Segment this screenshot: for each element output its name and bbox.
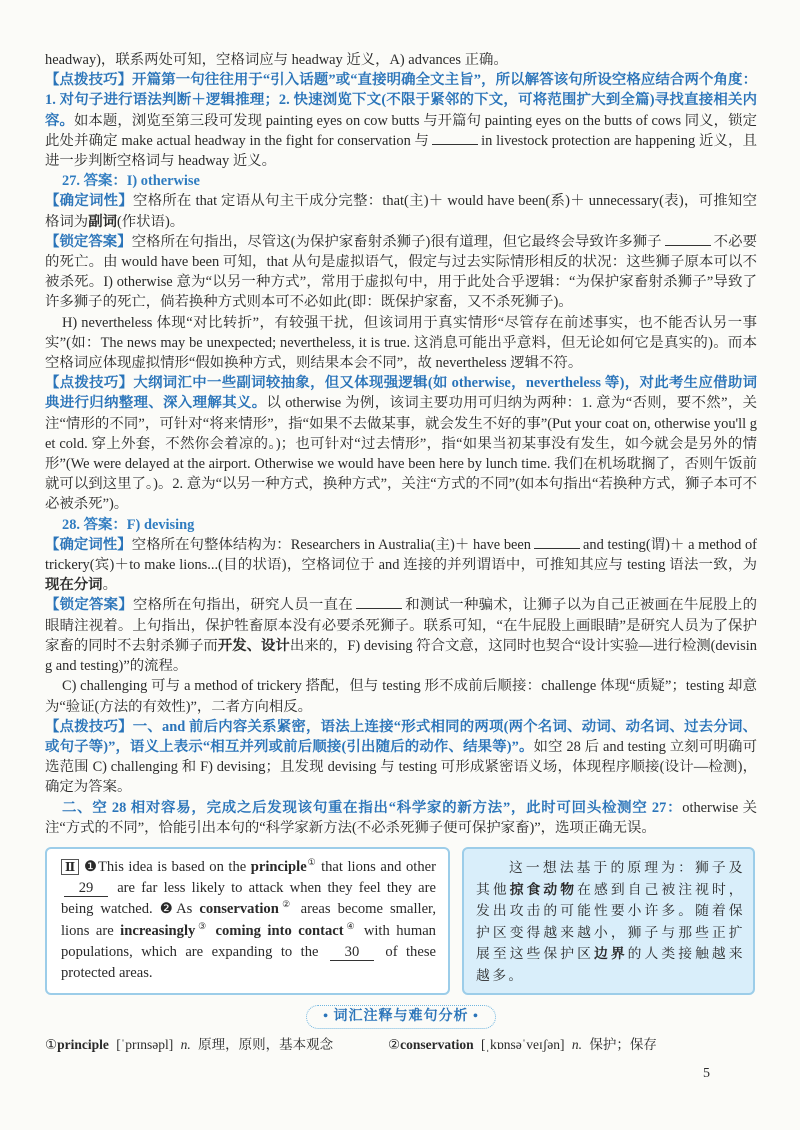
text-run: 不必要的死亡。由 would have been 可知，that 从句是虚拟语气，假定与过去实际情形相反的状况：这些狮子原本可以不被杀死。I) otherwise 意为“以另一种方式”，常用于虚拟句中，用于此处合乎逻辑：“为保护家畜射杀狮子”导致了许多狮子的死亡，倘若换种方式则本可不必如此(即：既保护家畜，又不杀死狮子)。 [45, 233, 757, 311]
explanation-paragraph [45, 313, 757, 374]
explanation-paragraph [45, 676, 757, 716]
text-run: 空格所在句整体结构为：Researchers in Australia(主)＋ have been [131, 536, 532, 553]
key-point-text: 二、空 28 相对容易，完成之后发现该句重在指出“科学家的新方法”，此时可回头检测空 27： [62, 799, 683, 816]
explanation-body [45, 50, 757, 838]
answer-paragraph [45, 515, 757, 535]
text-run: areas become smaller, lions are [61, 901, 436, 939]
vocab-heading-row [45, 1005, 757, 1029]
passage-section [45, 847, 757, 996]
section-label: 【锁定答案】 [45, 597, 133, 614]
emphasis-text: principle [250, 858, 307, 875]
explanation-paragraph [45, 798, 757, 838]
explanation-paragraph [45, 70, 757, 171]
text-run: are far less likely to attack when they feel they are being watched. ❷As [61, 880, 436, 918]
answer-paragraph [45, 171, 757, 191]
text-run: 这一想法基于的原理为：狮子及其他 [476, 859, 745, 897]
text-run: ❶This idea is based on the [83, 858, 251, 875]
text-run: H) nevertheless 体现“对比转折”，有较强干扰，但该词用于真实情形“尽管存在前述事实，也不能否认另一事实”(如：The news may be unexpected; nevertheless, it is true. 这消息可能出乎意料，但无论如何它是真实的)。而本空格词应体现虚拟情形“假如换种方式，则结果本会不同”，故 nevertheless 逻辑不符。 [45, 314, 757, 372]
footnote-marker: ② [278, 899, 294, 910]
section-label: 【锁定答案】 [45, 233, 132, 250]
text-run: 如空 28 后 and testing 立刻可明确可选范围 C) challenging 和 F) devising；且发现 devising 与 testing 可形成紧密语义场，体现程序顺接(设计—检测)，确定为答案。 [45, 738, 758, 796]
text-run: 以 otherwise 为例，该词主要功用可归纳为两种：1. 意为“否则，要不然”，关注“情形的不同”，可针对“将来情形”，指“如果不去做某事，就会发生不好的事”(Put your coat on, otherwise you'll get cold. 穿上外套，不然你会着凉的。)；也可针对“过去情形”，指“如果当初某事没有发生，如今就会是另外的情形”(We were delayed at the airport. Otherwise we would have been here by lunch time. 我们在机场耽搁了，否则午饭前就可以到这里了。)。2. 意为“以另一种方式，换种方式”，关注“方式的不同”(如本句指出“若换种方式，狮子本可不必被杀死”)。 [45, 395, 757, 513]
vocab-entry [388, 1035, 657, 1055]
section-label: 【确定词性】 [45, 536, 132, 553]
emphasis-text: conservation [199, 901, 279, 918]
page-number: 5 [703, 1066, 710, 1081]
text-run: 的人类接触越来越多。 [476, 946, 745, 983]
vocab-meaning: 原理，原则，基本观念 [198, 1037, 334, 1053]
text-run: of these protected areas. [61, 943, 436, 981]
vocab-word: principle [57, 1037, 109, 1053]
footnote-marker: ① [306, 857, 317, 868]
text-run: that lions and other [316, 858, 436, 875]
blank-line [665, 233, 711, 246]
text-run: 在感到自己被注视时，发出攻击的可能性要小许多。随着保护区变得越来越小，狮子与那些正扩展至这些保护区 [476, 881, 746, 962]
vocab-meaning: 保护；保存 [589, 1037, 657, 1053]
emphasis-text: increasingly [120, 922, 196, 939]
emphasis-text: 副词 [88, 213, 117, 230]
vocab-phonetic: [ˌkɒnsəˈveɪʃən] [480, 1037, 565, 1053]
passage-translation-box [462, 847, 755, 996]
key-point-text: 大纲词汇中一些副词较抽象，但又体现强逻辑(如 otherwise，nevertheless 等)，对此考生应借助词典进行归纳整理、深入理解其义。 [45, 375, 757, 412]
vocab-number: ② [388, 1037, 401, 1053]
page-content [45, 50, 757, 1055]
text-run: otherwise 关注“方式的不同”，恰能引出本句的“科学家新方法(不必杀死狮子便可保护家畜)”，选项正确无误。 [45, 799, 758, 836]
explanation-paragraph [45, 232, 757, 313]
blank-line: 29 [64, 881, 108, 897]
explanation-paragraph [45, 373, 757, 514]
section-label: 【点拨技巧】 [45, 72, 133, 89]
text-run: 空格所在句指出，研究人员一直在 [133, 597, 353, 614]
text-run: (作状语)。 [116, 213, 185, 230]
vocab-list [45, 1035, 757, 1055]
text-run: 。 [102, 577, 117, 594]
passage-english-box [45, 847, 450, 996]
text-run: and testing(谓)＋ a method of trickery(宾)＋to make lions...(目的状语)，空格词位于 and 连接的并列谓语中，可推知其应与 testing 语法一致，为 [45, 536, 757, 574]
vocab-word: conservation [400, 1037, 474, 1053]
emphasis-text: 掠食动物 [509, 881, 578, 897]
text-run: 空格所在 that 定语从句主干成分完整：that(主)＋ would have been(系)＋ unnecessary(表)，可推知空格词为 [45, 193, 757, 230]
footnote-marker: ③ [195, 920, 210, 931]
answer-heading: 27. 答案：I) otherwise [62, 173, 200, 190]
blank-line [534, 536, 580, 549]
section-label: 【确定词性】 [45, 193, 134, 210]
text-run: 和测试一种骗术，让狮子以为自己正被画在牛屁股上的眼睛注视着。上句指出，保护牲畜原本没有必要杀死狮子。联系可知，“在牛屁股上画眼睛”是研究人员为了保护家畜的同时不去射杀狮子而 [45, 597, 757, 654]
text-run: 如本题，浏览至第三段可发现 painting eyes on cow butts 与开篇句 painting eyes on the butts of cows 同义，锁定此处并确定 make actual headway in the fight for conservation 与 [45, 112, 757, 149]
text-run: in livestock protection are happening 近义，且进一步判断空格词与 headway 近义。 [45, 132, 757, 170]
vocab-entry [45, 1035, 388, 1055]
footnote-marker: ④ [343, 920, 358, 931]
vocab-section-heading: • 词汇注释与难句分析 • [306, 1005, 496, 1029]
blank-line [356, 596, 402, 609]
blank-line: 30 [330, 945, 374, 961]
emphasis-text: 现在分词 [45, 577, 103, 594]
vocab-number: ① [45, 1037, 58, 1053]
explanation-paragraph [45, 717, 757, 798]
key-point-text: 一、and 前后内容关系紧密，语法上连接“形式相同的两项(两个名词、动词、动名词、过去分词、或句子等)”，语义上表示“相互并列或前后顺接(引出随后的动作、结果等)”。 [45, 718, 757, 755]
key-point-text: 开篇第一句往往用于“引入话题”或“直接明确全文主旨”，所以解答该句所设空格应结合两个角度：1. 对句子进行语法判断＋逻辑推理；2. 快速浏览下文(不限于紧邻的下文，可将范围扩大到全篇)寻找直接相关内容。 [45, 72, 757, 129]
vocab-phonetic: [ˈprɪnsəpl] [116, 1037, 174, 1053]
blank-line [432, 132, 478, 145]
explanation-paragraph [45, 535, 757, 596]
emphasis-text: 开发、设计 [217, 637, 290, 654]
explanation-paragraph [45, 595, 757, 676]
text-run: 空格所在句指出，尽管这(为保护家畜射杀狮子)很有道理，但它最终会导致许多狮子 [131, 233, 662, 250]
emphasis-text: coming into contact [215, 922, 344, 939]
text-run: 出来的，F) devising 符合文意，这同时也契合“设计实验—进行检测(devising and testing)”的流程。 [45, 637, 757, 675]
explanation-paragraph [45, 50, 757, 70]
text-run: headway)，联系两处可知，空格词应与 headway 近义，A) advances 正确。 [45, 52, 508, 68]
section-label: 【点拨技巧】 [45, 718, 133, 735]
vocab-part-of-speech: n. [571, 1037, 583, 1053]
explanation-paragraph [45, 191, 757, 231]
vocab-part-of-speech: n. [180, 1037, 191, 1053]
text-run: C) challenging 可与 a method of trickery 搭配，但与 testing 形不成前后顺接：challenge 体现“质疑”；testing 却意为“验证(方法的有效性)”，二者方向相反。 [45, 678, 757, 715]
answer-heading: 28. 答案：F) devising [62, 516, 195, 533]
section-label: 【点拨技巧】 [45, 375, 134, 392]
emphasis-text: 边界 [593, 946, 628, 962]
section-numeral: Ⅱ [61, 859, 79, 875]
text-run: with human populations, which are expanding to the [61, 922, 436, 960]
